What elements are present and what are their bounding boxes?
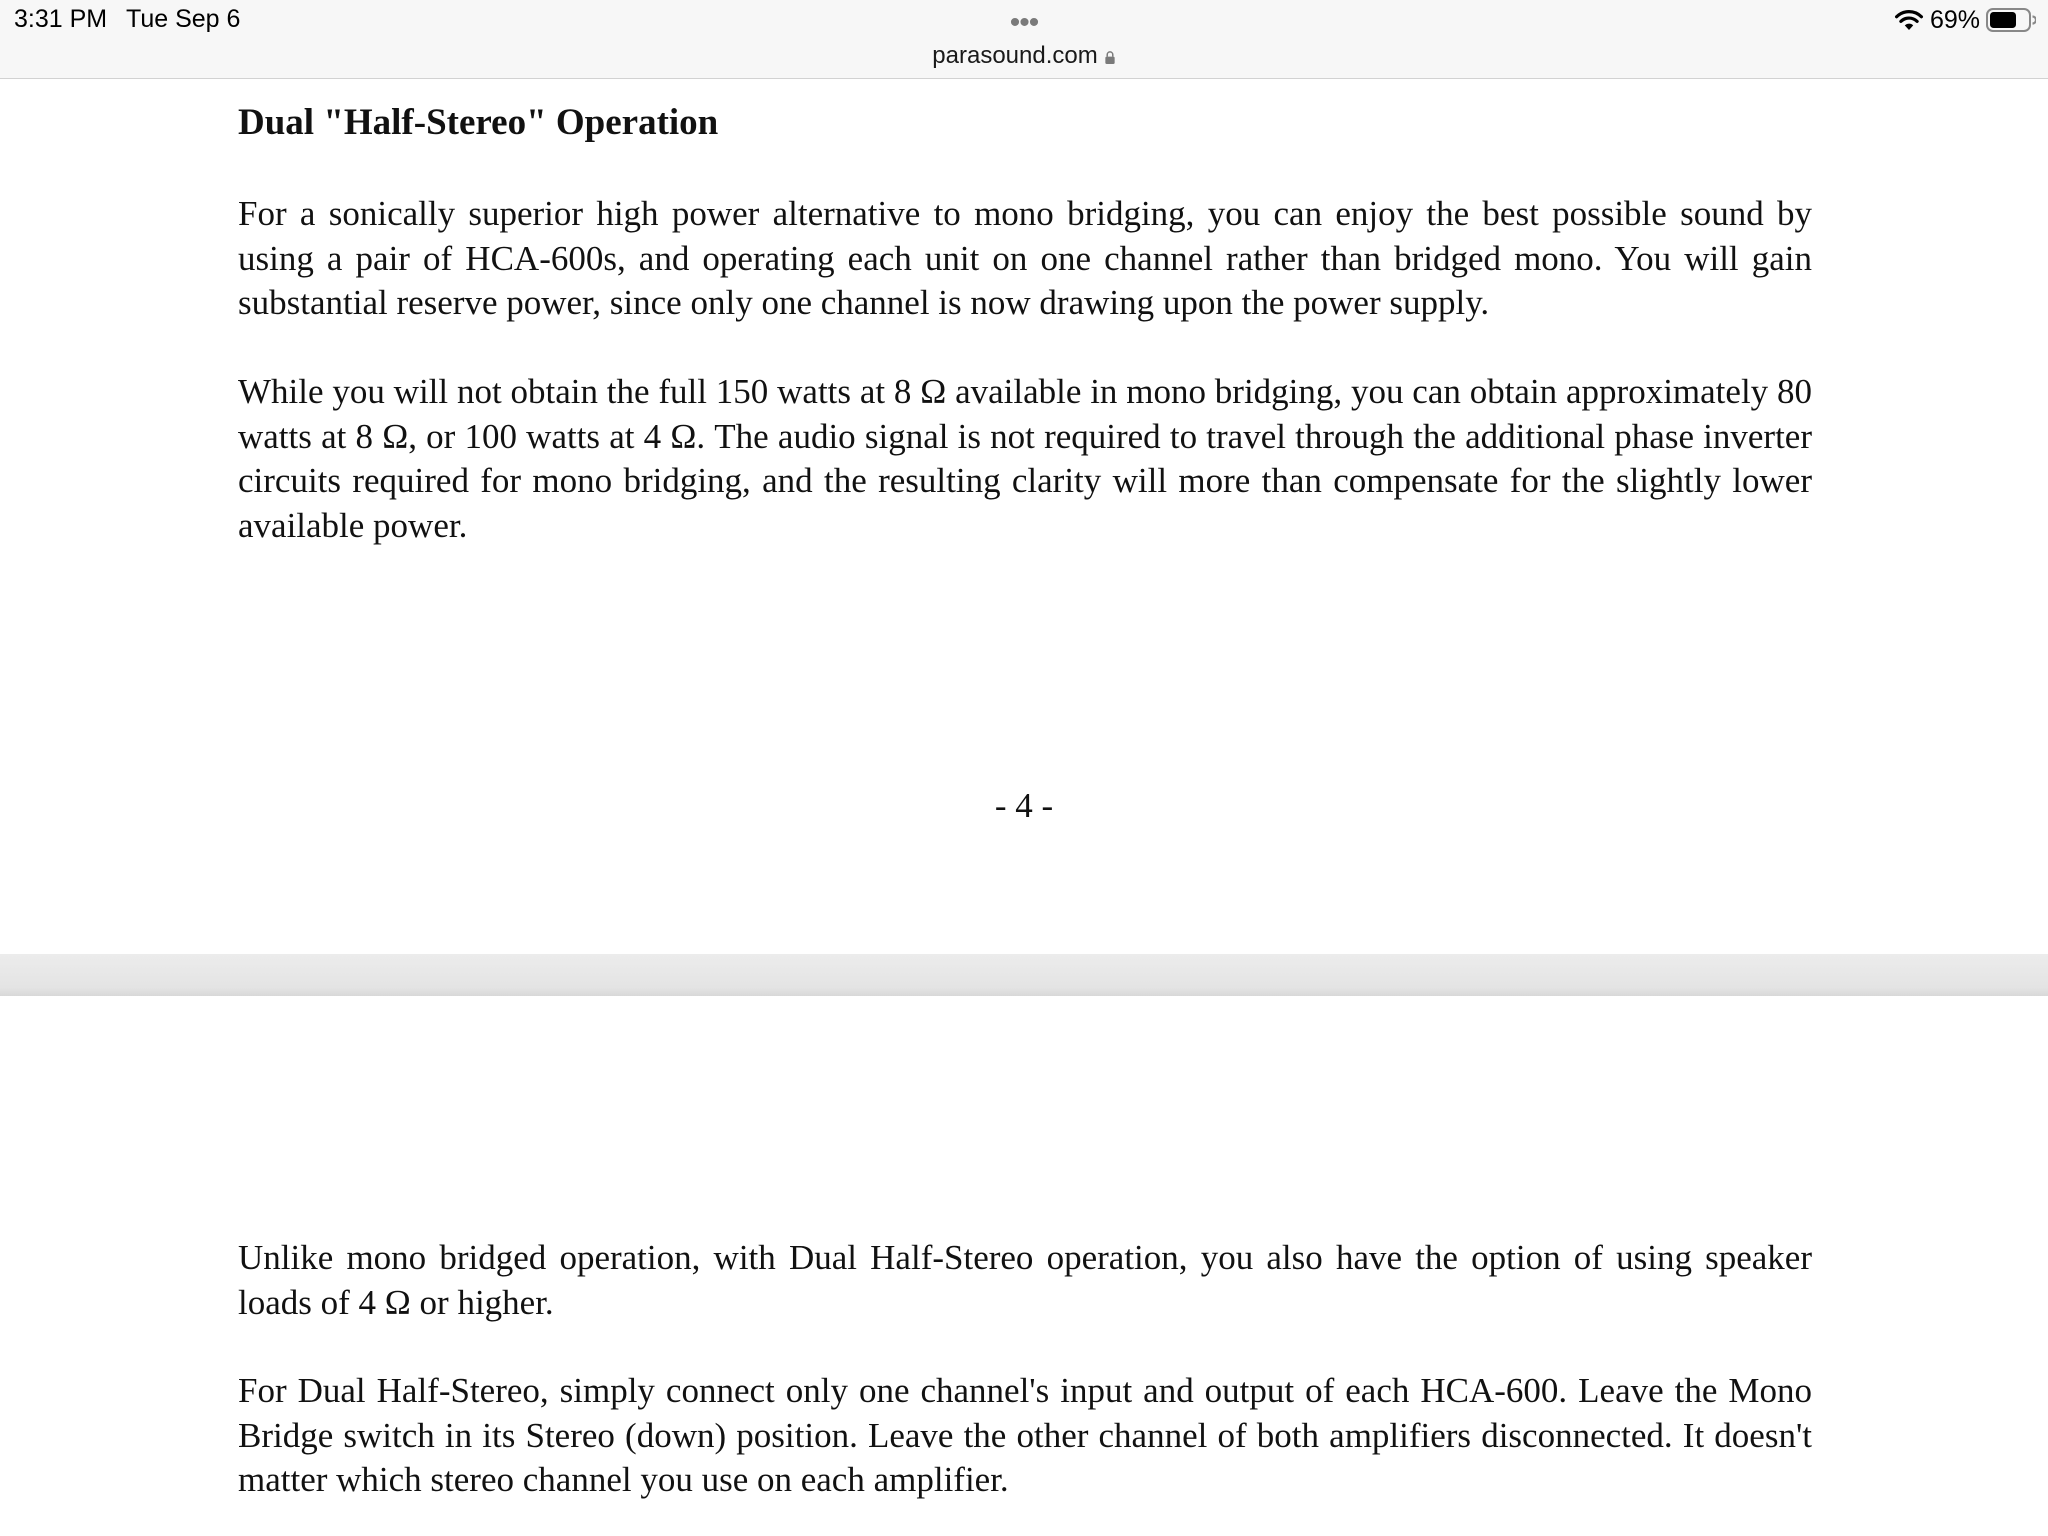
paragraph-4: For Dual Half-Stereo, simply connect only one channel's input and output of each HCA-600. Leave the Mono Bridge switch in its Stereo (down) position. Leave the other channel of both amplifiers disconnected. It doesn't matter which stereo channel you use on each amplifier.: [238, 1371, 1812, 1499]
multitasking-dots-button[interactable]: •••: [1009, 6, 1039, 39]
address-domain: parasound.com: [932, 42, 1098, 69]
address-bar[interactable]: [824, 39, 1224, 73]
paragraph-1: For a sonically superior high power alternative to mono bridging, you can enjoy the best possible sound by using a pair of HCA-600s, and operating each unit on one channel rather than bridged mono. You will gain substantial reserve power, since only one channel is now drawing upon the power supply.: [238, 194, 1812, 322]
status-time: 3:31 PM: [14, 5, 108, 33]
paragraph-2: While you will not obtain the full 150 watts at 8 Ω available in mono bridging, you can obtain approximately 80 watts at 8 Ω, or 100 watts at 4 Ω. The audio signal is not required to travel through the additional phase inverter circuits required for mono bridging, and the resulting clarity will more than compensate for the slightly lower available power.: [238, 372, 1812, 545]
status-right: [1894, 5, 2036, 35]
status-date: Tue Sep 6: [126, 5, 241, 33]
page-separator: [0, 954, 2048, 996]
page-number: - 4 -: [994, 786, 1054, 825]
section-heading: Dual "Half-Stereo" Operation: [238, 102, 719, 143]
battery-percent: 69%: [1929, 5, 1980, 34]
status-bar: [0, 0, 2048, 79]
paragraph-3: Unlike mono bridged operation, with Dual Half-Stereo operation, you also have the option of using speaker loads of 4 Ω or higher.: [238, 1238, 1812, 1322]
lock-icon: [1104, 51, 1116, 64]
battery-icon: [1986, 7, 2036, 33]
wifi-icon: [1894, 8, 1924, 32]
